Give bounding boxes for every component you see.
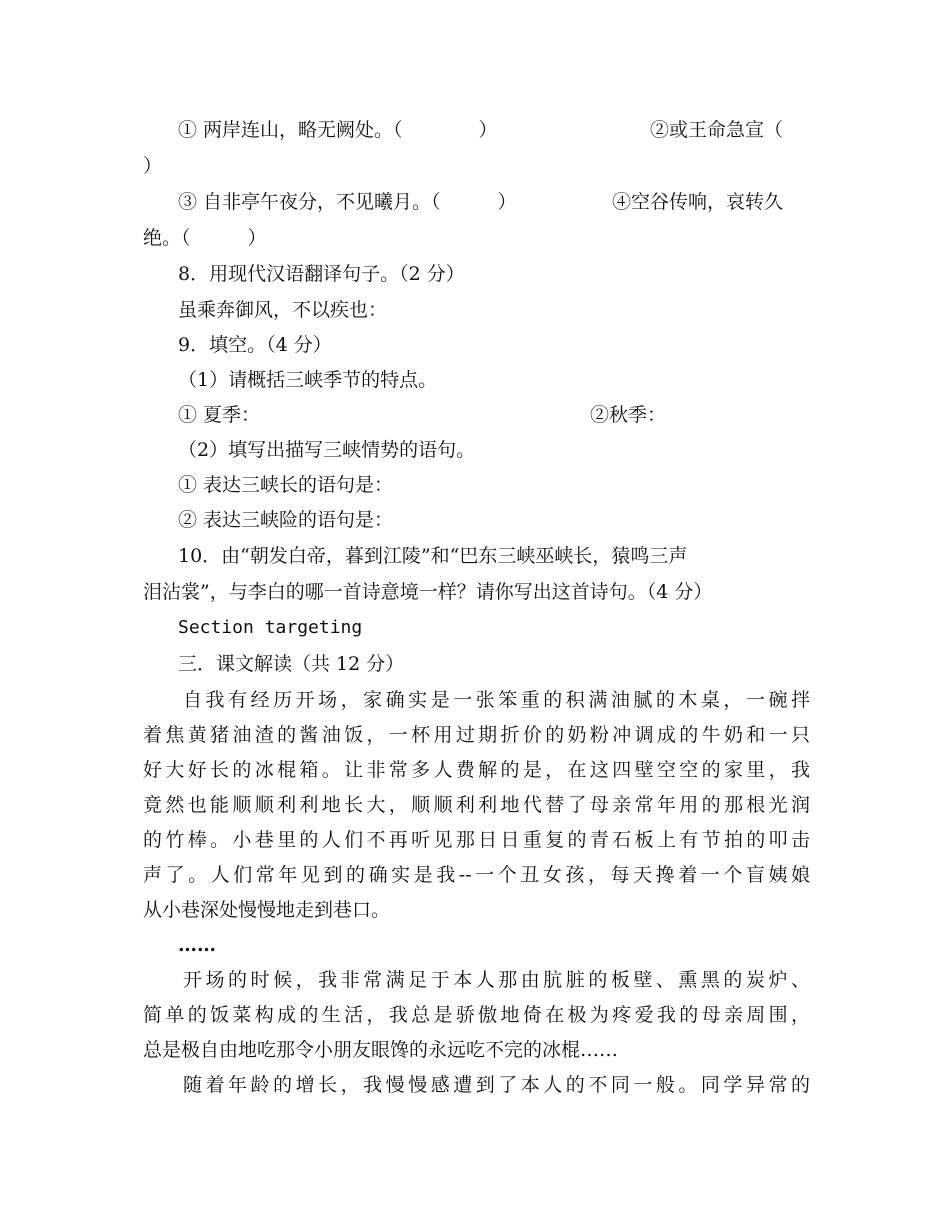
q9-part-2: （2）填写出描写三峡情势的语句。 — [178, 439, 476, 461]
q7-item-2-close: ） — [143, 155, 163, 177]
q10-line-1: 10．由“朝发白帝，暮到江陵”和“巴东三峡巫峡长，猿鸣三声 — [178, 545, 688, 567]
para-1-line-6: 声了。人们常年见到的确实是我--一个丑女孩，每天搀着一个盲姨娘 — [143, 864, 810, 886]
q9-autumn: ②秋季： — [590, 404, 667, 426]
para-1-line-3: 好大好长的冰棍箱。让非常多人费解的是，在这四壁空空的家里，我 — [143, 759, 810, 781]
section-3-heading: 三．课文解读（共 12 分） — [178, 653, 405, 675]
q9-heading: 9．填空。（4 分） — [178, 334, 332, 356]
ellipsis: …… — [178, 934, 216, 956]
para-2-line-3: 总是极自由地吃那令小朋友眼馋的永远吃不完的冰棍…… — [143, 1039, 619, 1061]
para-1-line-7: 从小巷深处慢慢地走到巷口。 — [143, 899, 391, 921]
q8-heading: 8．用现代汉语翻译句子。（2 分） — [178, 263, 465, 285]
q7-item-3: ③ 自非亭午夜分，不见曦月。（ ） — [178, 191, 517, 213]
q9-danger: ② 表达三峡险的语句是： — [178, 509, 394, 531]
q7-item-1: ① 两岸连山，略无阙处。（ ） — [178, 119, 498, 141]
para-2-line-1: 开场的时候，我非常满足于本人那由肮脏的板壁、熏黑的炭炉、 — [183, 969, 810, 991]
q7-item-4: ④空谷传响，哀转久 — [612, 191, 784, 213]
q7-item-2: ②或王命急宣（ — [650, 119, 784, 141]
q8-sentence: 虽乘奔御风，不以疾也： — [178, 299, 388, 321]
section-targeting-label: Section targeting — [178, 617, 363, 638]
q9-summer: ① 夏季： — [178, 404, 261, 426]
q9-part-1: （1）请概括三峡季节的特点。 — [178, 369, 438, 391]
para-1-line-4: 竟然也能顺顺利利地长大，顺顺利利地代替了母亲常年用的那根光润 — [143, 794, 810, 816]
q7-item-4-cont: 绝。（ ） — [143, 227, 267, 249]
q10-line-2: 泪沾裳”，与李白的哪一首诗意境一样？请你写出这首诗句。（4 分） — [143, 581, 713, 603]
para-1-line-1: 自我有经历开场，家确实是一张笨重的积满油腻的木桌，一碗拌 — [183, 689, 810, 711]
para-1-line-5: 的竹棒。小巷里的人们不再听见那日日重复的青石板上有节拍的叩击 — [143, 829, 810, 851]
para-1-line-2: 着焦黄猪油渣的酱油饭，一杯用过期折价的奶粉冲调成的牛奶和一只 — [143, 724, 810, 746]
q9-long: ① 表达三峡长的语句是： — [178, 474, 394, 496]
para-2-line-2: 简单的饭菜构成的生活，我总是骄傲地倚在极为疼爱我的母亲周围， — [143, 1004, 810, 1026]
para-3-line-1: 随着年龄的增长，我慢慢感遭到了本人的不同一般。同学异常的 — [183, 1074, 810, 1096]
